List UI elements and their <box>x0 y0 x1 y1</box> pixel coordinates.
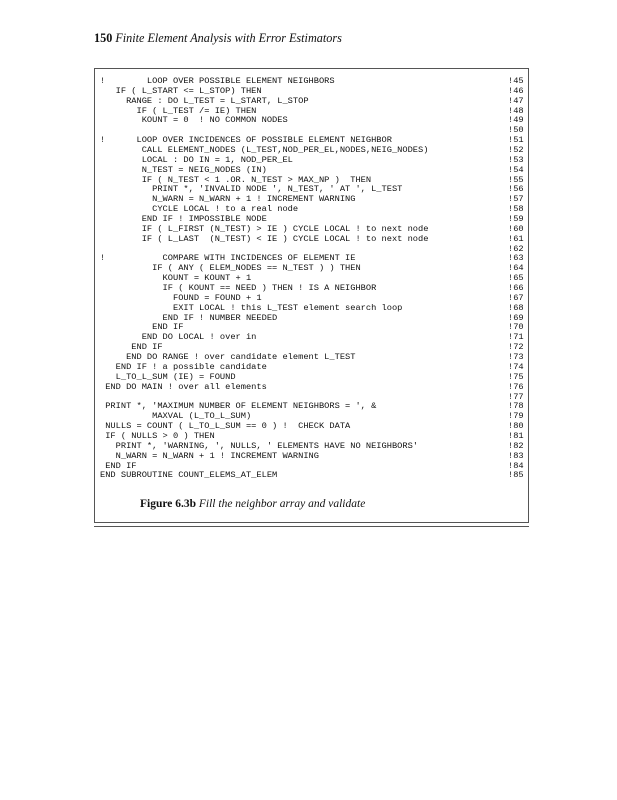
code-text: END IF <box>100 342 163 353</box>
line-number: !69 <box>508 312 524 323</box>
line-number: !59 <box>508 214 524 225</box>
line-number: !75 <box>508 371 524 382</box>
line-number: !83 <box>508 450 524 461</box>
code-text: EXIT LOCAL ! this L_TEST element search loop <box>100 302 403 313</box>
line-number: !53 <box>508 154 524 165</box>
line-number: !68 <box>508 302 524 313</box>
line-number: !46 <box>508 85 524 96</box>
page-number: 150 <box>94 31 113 45</box>
line-number: !72 <box>508 342 524 353</box>
code-text: END IF <box>100 460 137 471</box>
line-number: !61 <box>508 233 524 244</box>
code-text: IF ( L_TEST /= IE) THEN <box>100 105 257 116</box>
line-number: !84 <box>508 460 524 471</box>
code-text: CALL ELEMENT_NODES (L_TEST,NOD_PER_EL,NODES,NEIG_NODES) <box>100 145 429 156</box>
line-number: !54 <box>508 164 524 175</box>
code-text: END IF ! IMPOSSIBLE NODE <box>100 214 267 225</box>
code-text: MAXVAL (L_TO_L_SUM) <box>100 411 252 422</box>
code-text: END SUBROUTINE COUNT_ELEMS_AT_ELEM <box>100 470 278 481</box>
line-number: !77 <box>508 391 524 402</box>
code-line <box>100 116 527 126</box>
code-text: CYCLE LOCAL ! to a real node <box>100 204 299 215</box>
line-number: !62 <box>508 243 524 254</box>
line-number: !81 <box>508 430 524 441</box>
line-number: !48 <box>508 105 524 116</box>
line-number: !57 <box>508 194 524 205</box>
line-number: !51 <box>508 135 524 146</box>
code-text: IF ( ANY ( ELEM_NODES == N_TEST ) ) THEN <box>100 263 361 274</box>
code-text: IF ( L_START <= L_STOP) THEN <box>100 85 262 96</box>
code-text: IF ( NULLS > 0 ) THEN <box>100 430 215 441</box>
code-text: PRINT *, 'INVALID NODE ', N_TEST, ' AT ', L_TEST <box>100 184 403 195</box>
code-text: N_WARN = N_WARN + 1 ! INCREMENT WARNING <box>100 450 319 461</box>
line-number: !82 <box>508 440 524 451</box>
line-number: !63 <box>508 253 524 264</box>
code-text: PRINT *, 'MAXIMUM NUMBER OF ELEMENT NEIGHBORS = ', & <box>100 401 377 412</box>
line-number: !56 <box>508 184 524 195</box>
line-number: !50 <box>508 125 524 136</box>
line-number: !55 <box>508 174 524 185</box>
code-text: END IF ! NUMBER NEEDED <box>100 312 278 323</box>
code-text: END DO MAIN ! over all elements <box>100 381 267 392</box>
figure-caption <box>140 498 365 510</box>
code-line <box>100 235 527 245</box>
line-number: !47 <box>508 95 524 106</box>
code-text: KOUNT = KOUNT + 1 <box>100 273 252 284</box>
code-text: PRINT *, 'WARNING, ', NULLS, ' ELEMENTS HAVE NO NEIGHBORS' <box>100 440 419 451</box>
figure-label: Figure 6.3b <box>140 498 197 510</box>
code-text: IF ( KOUNT == NEED ) THEN ! IS A NEIGHBOR <box>100 283 377 294</box>
code-text: ! LOOP OVER INCIDENCES OF POSSIBLE ELEMENT NEIGHBOR <box>100 135 392 146</box>
line-number: !78 <box>508 401 524 412</box>
code-text: N_TEST = NEIG_NODES (IN) <box>100 164 267 175</box>
line-number: !80 <box>508 421 524 432</box>
line-number: !60 <box>508 223 524 234</box>
code-text: FOUND = FOUND + 1 <box>100 292 262 303</box>
code-line <box>100 383 527 393</box>
figure-caption-text: Fill the neighbor array and validate <box>198 498 366 510</box>
line-number: !74 <box>508 361 524 372</box>
line-number: !65 <box>508 273 524 284</box>
line-number: !64 <box>508 263 524 274</box>
code-text: ! COMPARE WITH INCIDENCES OF ELEMENT IE <box>100 253 356 264</box>
code-line <box>100 333 527 343</box>
book-title: Finite Element Analysis with Error Estimators <box>115 31 342 45</box>
code-text: END IF ! a possible candidate <box>100 361 267 372</box>
line-number: !66 <box>508 283 524 294</box>
line-number: !76 <box>508 381 524 392</box>
code-line <box>100 471 527 481</box>
code-text: RANGE : DO L_TEST = L_START, L_STOP <box>100 95 309 106</box>
line-number: !67 <box>508 292 524 303</box>
line-number: !70 <box>508 322 524 333</box>
line-number: !58 <box>508 204 524 215</box>
code-text: IF ( L_LAST (N_TEST) < IE ) CYCLE LOCAL ! to next node <box>100 233 429 244</box>
line-number: !49 <box>508 115 524 126</box>
line-number: !85 <box>508 470 524 481</box>
line-number: !45 <box>508 76 524 86</box>
code-text: N_WARN = N_WARN + 1 ! INCREMENT WARNING <box>100 194 356 205</box>
code-text: END DO LOCAL ! over in <box>100 332 257 343</box>
code-line <box>100 452 527 462</box>
code-text: IF ( N_TEST < 1 .OR. N_TEST > MAX_NP ) THEN <box>100 174 372 185</box>
code-text: IF ( L_FIRST (N_TEST) > IE ) CYCLE LOCAL ! to next node <box>100 223 429 234</box>
code-text: L_TO_L_SUM (IE) = FOUND <box>100 371 236 382</box>
line-number: !73 <box>508 352 524 363</box>
code-text: ! LOOP OVER POSSIBLE ELEMENT NEIGHBORS <box>100 76 335 86</box>
line-number: !52 <box>508 145 524 156</box>
code-text: END IF <box>100 322 184 333</box>
code-text: LOCAL : DO IN = 1, NOD_PER_EL <box>100 154 293 165</box>
running-head <box>94 31 342 46</box>
code-text: KOUNT = 0 ! NO COMMON NODES <box>100 115 288 126</box>
line-number: !71 <box>508 332 524 343</box>
code-listing <box>100 77 527 481</box>
code-text: END DO RANGE ! over candidate element L_TEST <box>100 352 356 363</box>
line-number: !79 <box>508 411 524 422</box>
code-text: NULLS = COUNT ( L_TO_L_SUM == 0 ) ! CHECK DATA <box>100 421 351 432</box>
